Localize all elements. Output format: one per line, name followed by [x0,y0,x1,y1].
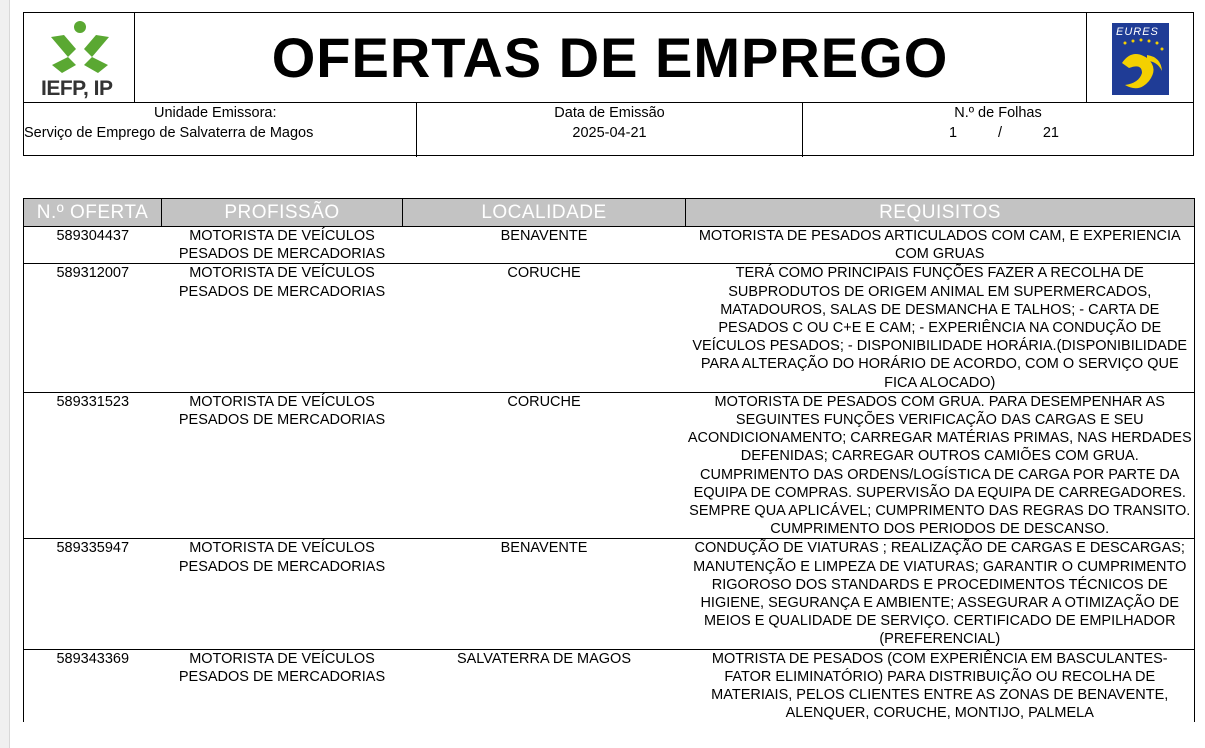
requirements: MOTORISTA DE PESADOS COM GRUA. PARA DESEMPENHAR AS SEGUINTES FUNÇÕES VERIFICAÇÃO DAS CARGAS E SEU ACONDICIONAMENTO; CARREGAR MATÉRIAS PRIMAS, NAS HERDADES DEFENIDAS; CARREGAR OUTROS CAMIÕES COM GRUA. CUMPRIMENTO DAS ORDENS/LOGÍSTICA DE CARGA POR PARTE DA EQUIPA DE COMPRAS. SUPERVISÃO DA EQUIPA DE CARREGADORES. SEMPRE QUA APLICÁVEL; CUMPRIMENTO DAS REGRAS DO TRANSITO. CUMPRIMENTO DOS PERIODOS DE DESCANSO. [686,392,1195,539]
svg-text:IEFP, IP: IEFP, IP [41,77,113,100]
location: CORUCHE [403,392,686,539]
offer-number: 589312007 [24,264,162,392]
iefp-logo-icon [24,13,134,102]
offer-number: 589335947 [24,539,162,649]
profession: MOTORISTA DE VEÍCULOS PESADOS DE MERCADORIAS [162,392,403,539]
requirements: TERÁ COMO PRINCIPAIS FUNÇÕES FAZER A RECOLHA DE SUBPRODUTOS DE ORIGEM ANIMAL EM SUPERMERCADOS, MATADOUROS, SALAS DE DESMANCHA E TALHOS; - CARTA DE PESADOS C OU C+E E CAM; - EXPERIÊNCIA NA CONDUÇÃO DE VEÍCULOS PESADOS; - DISPONIBILIDADE HORÁRIA.(DISPONIBILIDADE PARA ALTERAÇÃO DO HORÁRIO DE ACORDO, COM O SERVIÇO QUE FICA ALOCADO) [686,264,1195,392]
eures-logo-icon [1087,13,1194,102]
location: CORUCHE [403,264,686,392]
location: BENAVENTE [403,227,686,264]
issue-date [417,103,803,157]
table-row [24,649,1195,722]
document-header [23,12,1194,156]
iefp-logo [24,13,135,102]
profession: MOTORISTA DE VEÍCULOS PESADOS DE MERCADORIAS [162,539,403,649]
issuing-unit-value: Serviço de Emprego de Salvaterra de Magos [24,125,314,141]
table-row [24,264,1195,392]
offer-number: 589304437 [24,227,162,264]
page-current: 1 [949,125,958,141]
profession: MOTORISTA DE VEÍCULOS PESADOS DE MERCADORIAS [162,227,403,264]
location: BENAVENTE [403,539,686,649]
table-row [24,227,1195,264]
profession: MOTORISTA DE VEÍCULOS PESADOS DE MERCADORIAS [162,264,403,392]
requirements: MOTORISTA DE PESADOS ARTICULADOS COM CAM, E EXPERIENCIA COM GRUAS [686,227,1195,264]
page-count-label: N.º de Folhas [954,105,1042,121]
issuing-unit [24,103,417,157]
issue-date-value: 2025-04-21 [572,125,647,141]
page-count-value [949,125,1059,141]
profession: MOTORISTA DE VEÍCULOS PESADOS DE MERCADORIAS [178,650,386,685]
issue-date-label: Data de Emissão [554,105,665,121]
col-header-requirements: REQUISITOS [686,199,1195,227]
svg-text:EURES: EURES [1116,26,1159,38]
offer-number: 589331523 [24,392,162,539]
col-header-location: LOCALIDADE [403,199,686,227]
requirements: CONDUÇÃO DE VIATURAS ; REALIZAÇÃO DE CARGAS E DESCARGAS; MANUTENÇÃO E LIMPEZA DE VIATURAS; GARANTIR O CUMPRIMENTO RIGOROSO DOS STANDARDS E PROCEDIMENTOS TÉCNICOS DE HIGIENE, SEGURANÇA E AMBIENTE; ASSEGURAR A OTIMIZAÇÃO DE MEIOS E QUALIDADE DE SERVIÇO. CERTIFICADO DE EMPILHADOR (PREFERENCIAL) [686,539,1195,649]
location: SALVATERRA DE MAGOS [456,650,632,667]
offer-number: 589343369 [24,649,162,722]
col-header-profession: PROFISSÃO [162,199,403,227]
table-row [24,392,1195,539]
offers-table [23,198,1195,722]
page-title: OFERTAS DE EMPREGO [271,25,949,89]
eures-logo [1086,13,1194,102]
table-header-row [24,199,1195,227]
scrollbar[interactable] [0,0,10,748]
issuing-unit-label: Unidade Emissora: [154,105,277,121]
page-count [803,103,1193,157]
requirements: MOTRISTA DE PESADOS (COM EXPERIÊNCIA EM BASCULANTES- FATOR ELIMINATÓRIO) PARA DISTRIBUIÇÃO OU RECOLHA DE MATERIAIS, PELOS CLIENTES ENTRE AS ZONAS DE BENAVENTE, ALENQUER, CORUCHE, MONTIJO, PALMELA [686,649,1195,722]
info-row [24,102,1193,157]
col-header-offer-number: N.º OFERTA [24,199,162,227]
table-row [24,539,1195,649]
title-cell [134,13,1086,102]
page-total: 21 [1042,125,1059,141]
page-separator: / [997,125,1002,141]
